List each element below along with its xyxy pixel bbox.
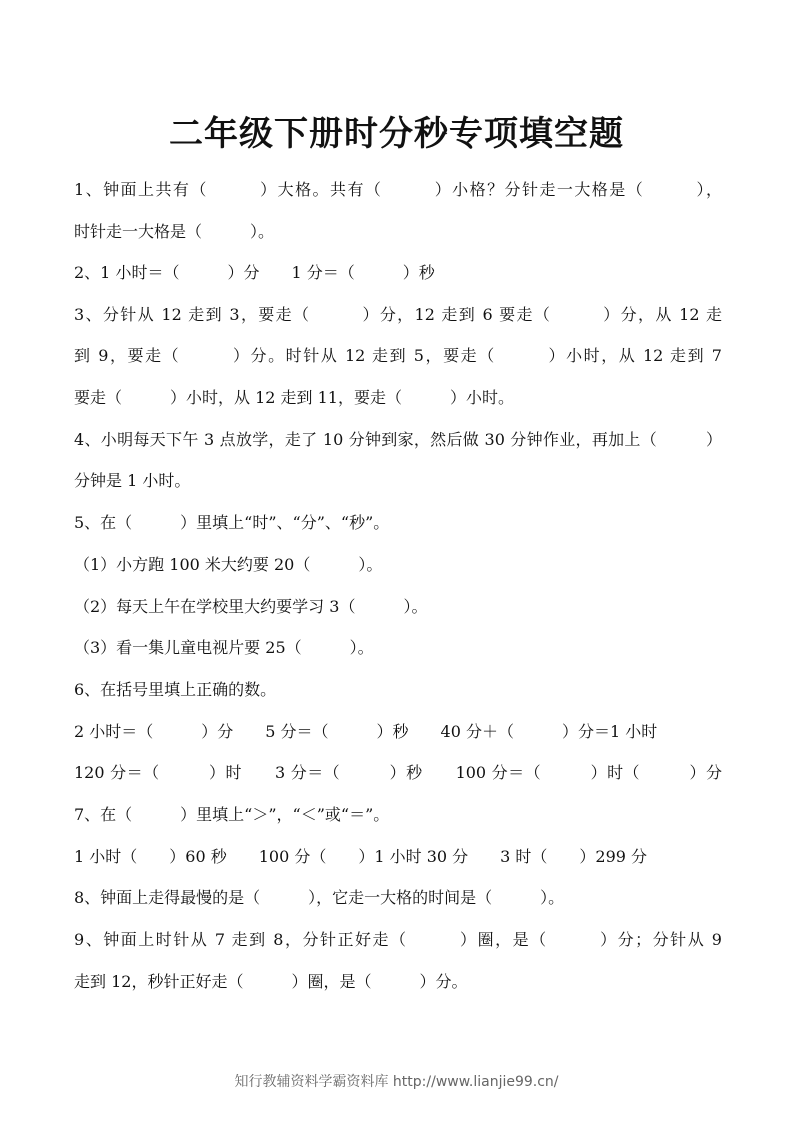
question-4-line-2: 分钟是 1 小时。 — [74, 471, 191, 490]
question-9-line-2: 走到 12，秒针正好走（ ）圈，是（ ）分。 — [74, 972, 468, 991]
question-5-item-3: （3）看一集儿童电视片要 25（ ）。 — [74, 638, 374, 657]
question-3-line-1: 3、分针从 12 走到 3，要走（ ）分，12 走到 6 要走（ ）分，从 12 走 — [74, 305, 722, 324]
footer-watermark: 知行教辅资料学霸资料库 http://www.lianjie99.cn/ — [234, 1074, 559, 1090]
question-5-heading: 5、在（ ）里填上“时”、“分”、“秒”。 — [74, 513, 390, 532]
question-5-item-2: （2）每天上午在学校里大约要学习 3（ ）。 — [74, 597, 428, 616]
question-6-heading: 6、在括号里填上正确的数。 — [74, 680, 277, 699]
question-7-heading: 7、在（ ）里填上“＞”，“＜”或“＝”。 — [74, 805, 390, 824]
question-1-line-2: 时针走一大格是（ ）。 — [74, 222, 275, 241]
question-4-line-1: 4、小明每天下午 3 点放学，走了 10 分钟到家，然后做 30 分钟作业，再加上（ ） — [74, 430, 722, 449]
question-6-row-1: 2 小时＝（ ）分 5 分＝（ ）秒 40 分＋（ ）分＝1 小时 — [74, 722, 658, 741]
question-6-row-2: 120 分＝（ ）时 3 分＝（ ）秒 100 分＝（ ）时（ ）分 — [74, 763, 722, 782]
question-9-line-1: 9、钟面上时针从 7 走到 8，分针正好走（ ）圈，是（ ）分；分针从 9 — [74, 930, 722, 949]
page-title: 二年级下册时分秒专项填空题 — [169, 114, 624, 154]
question-1-line-1: 1、钟面上共有（ ）大格。共有（ ）小格？分针走一大格是（ ）， — [74, 180, 722, 199]
question-2-line: 2、1 小时＝（ ）分 1 分＝（ ）秒 — [74, 263, 435, 282]
question-5-item-1: （1）小方跑 100 米大约要 20（ ）。 — [74, 555, 383, 574]
question-3-line-2: 到 9，要走（ ）分。时针从 12 走到 5，要走（ ）小时，从 12 走到 7 — [74, 346, 722, 365]
question-3-line-3: 要走（ ）小时，从 12 走到 11，要走（ ）小时。 — [74, 388, 514, 407]
question-7-row: 1 小时（ ）60 秒 100 分（ ）1 小时 30 分 3 时（ ）299 分 — [74, 847, 648, 866]
question-8-line: 8、钟面上走得最慢的是（ ），它走一大格的时间是（ ）。 — [74, 888, 565, 907]
